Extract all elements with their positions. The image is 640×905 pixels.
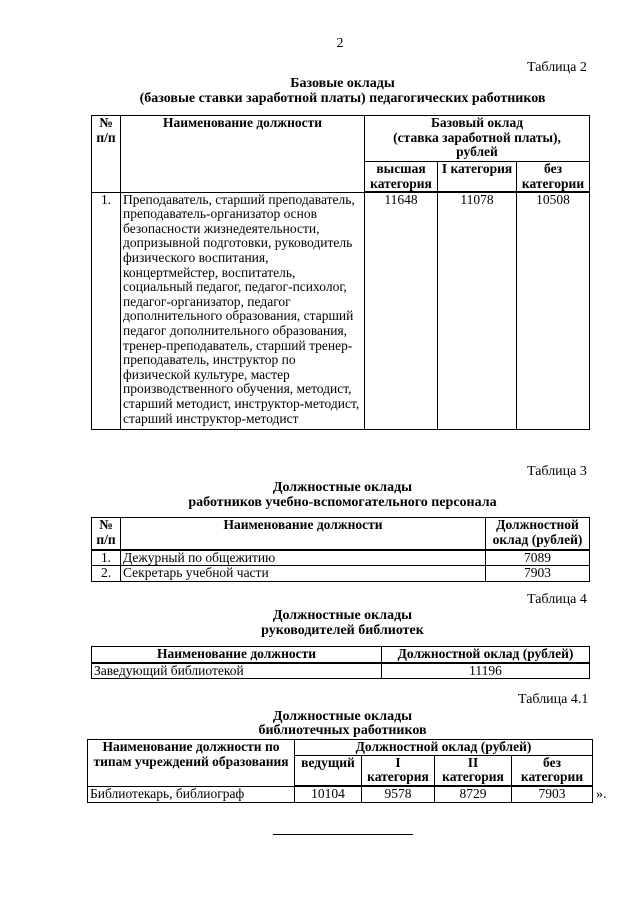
table2-row-high: 11648 (365, 192, 438, 430)
table4-label: Таблица 4 (527, 592, 587, 607)
table41-label: Таблица 4.1 (518, 692, 589, 707)
table2 (91, 115, 590, 430)
table41-row-none: 7903 (512, 786, 593, 802)
table-row (92, 566, 590, 582)
table-row (92, 663, 590, 679)
table3-row1-salary: 7089 (486, 550, 590, 566)
table41-header-cat-second: II категория (435, 755, 512, 786)
table-row (88, 786, 593, 802)
table2-header-cat-high: высшая категория (365, 162, 438, 193)
closing-quote: ». (596, 787, 607, 802)
table3 (91, 517, 590, 582)
table2-row-first: 11078 (438, 192, 517, 430)
table2-header-salary-line1: Базовый оклад (430, 115, 524, 130)
table3-row1-name: Дежурный по общежитию (121, 550, 486, 566)
table4-row-salary: 11196 (382, 663, 590, 679)
table3-label: Таблица 3 (527, 464, 587, 479)
footer-rule (273, 834, 413, 835)
table-row (92, 192, 590, 430)
table4-title-line1: Должностные оклады (272, 608, 413, 623)
table2-header-cat-none: без категории (517, 162, 590, 193)
table2-header-name: Наименование должности (121, 116, 365, 193)
table41-header-cat-none: без категории (512, 755, 593, 786)
table2-header-cat-first: I категория (438, 162, 517, 193)
table3-header-name: Наименование должности (121, 518, 486, 550)
table3-row1-num: 1. (92, 550, 121, 566)
table3-title-line2: работников учебно-вспомогательного персонала (188, 495, 497, 510)
table2-header-salary-line3: рублей (456, 144, 498, 160)
table4-header-salary: Должностной оклад (рублей) (382, 647, 590, 663)
table2-header-num: № п/п (92, 116, 121, 193)
table3-header-num: № п/п (92, 518, 121, 550)
table-row (92, 550, 590, 566)
table41-header-salary: Должностной оклад (рублей) (295, 740, 593, 756)
table41-row-lead: 10104 (295, 786, 362, 802)
table3-row2-num: 2. (92, 566, 121, 582)
table4 (91, 646, 590, 679)
table3-row2-name: Секретарь учебной части (121, 566, 486, 582)
table2-header-salary-line2: (ставка заработной платы), (393, 129, 561, 145)
table41-header-lead: ведущий (295, 755, 362, 786)
table2-title-line1: Базовые оклады (290, 76, 395, 91)
table3-title-line1: Должностные оклады (272, 480, 413, 495)
table2-title-line2: (базовые ставки заработной платы) педагогических работников (139, 91, 546, 106)
table3-row2-salary: 7903 (486, 566, 590, 582)
table2-label: Таблица 2 (527, 60, 587, 75)
table41-row-first: 9578 (362, 786, 435, 802)
page-number: 2 (336, 36, 344, 51)
table2-row-num: 1. (92, 192, 121, 430)
table4-title-line2: руководителей библиотек (261, 623, 424, 638)
table41-header-name: Наименование должности по типам учреждений образования (88, 740, 295, 787)
table41 (87, 739, 593, 803)
table2-header-salary (365, 116, 590, 162)
table4-row-name: Заведующий библиотекой (92, 663, 382, 679)
table41-title-line1: Должностные оклады (272, 709, 413, 724)
table4-header-name: Наименование должности (92, 647, 382, 663)
table2-row-name: Преподаватель, старший преподаватель, преподаватель-организатор основ безопасности жизнедеятельности, допризывной подготовки, руководитель физического воспитания, концертмейстер, воспитатель, социальный педагог, педагог-психолог, педагог-организатор, педагог дополнительного образования, старший педагог дополнительного образования, тренер-преподаватель, старший тренер-преподаватель, инструктор по физической культуре, мастер производственного обучения, методист, старший методист, инструктор-методист, старший инструктор-методист (121, 192, 365, 430)
table3-header-salary: Должностной оклад (рублей) (486, 518, 590, 550)
table2-row-none: 10508 (517, 192, 590, 430)
table41-row-second: 8729 (435, 786, 512, 802)
table41-title-line2: библиотечных работников (258, 723, 427, 738)
table41-row-name: Библиотекарь, библиограф (88, 786, 295, 802)
table41-header-cat-first: I категория (362, 755, 435, 786)
